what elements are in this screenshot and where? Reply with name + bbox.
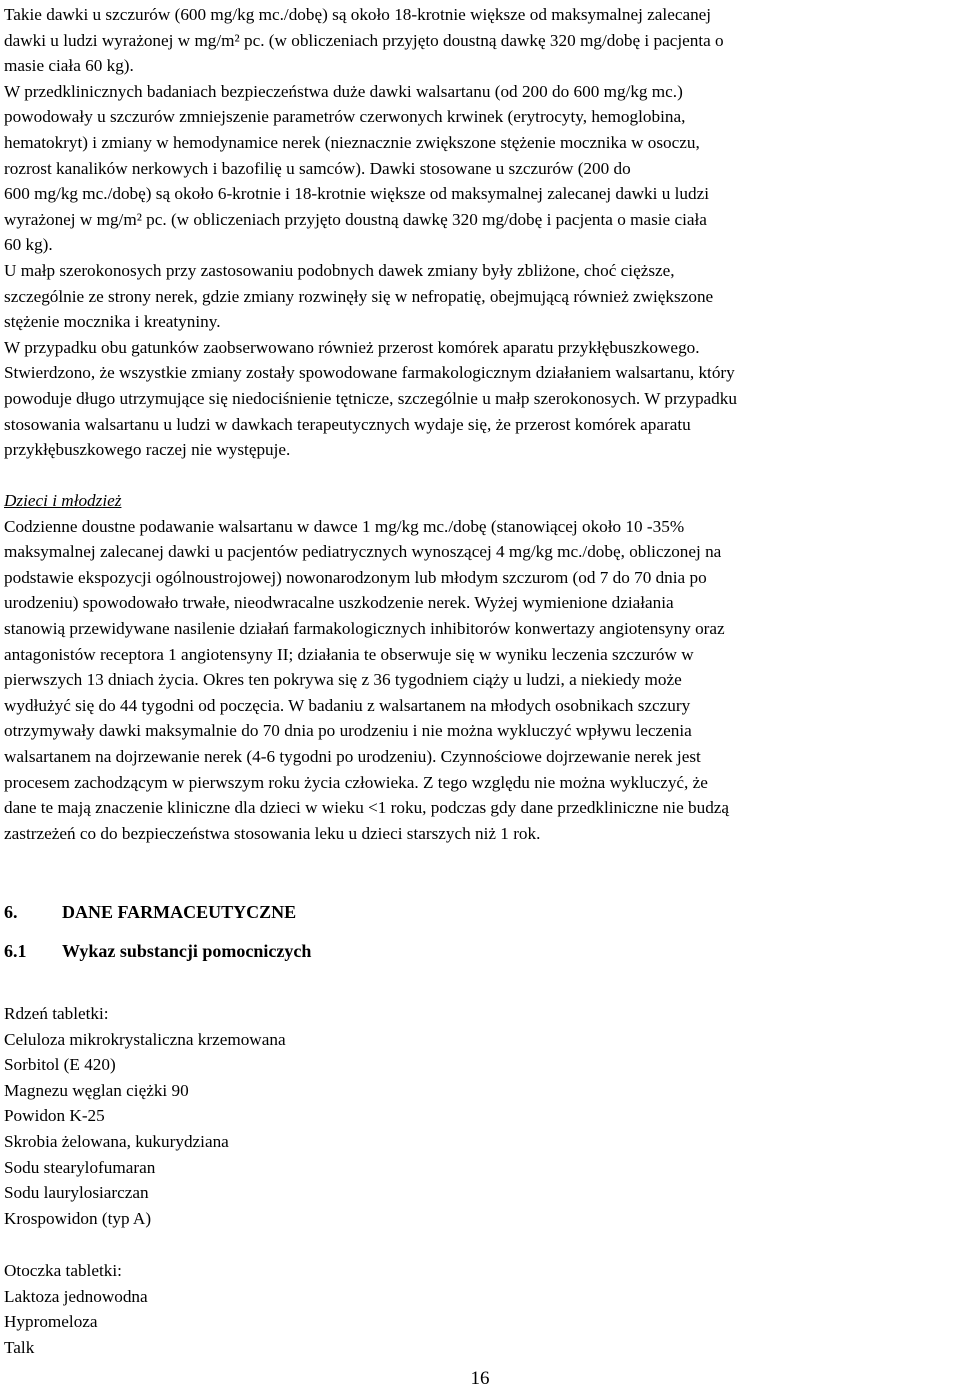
list-item: Powidon K-25 <box>4 1106 105 1126</box>
coating-excipients <box>4 1258 956 1360</box>
text-line: 600 mg/kg mc./dobę) są około 6-krotnie i 18-krotnie większe od maksymalnej zalecanej dawki u ludzi <box>4 184 709 204</box>
text-line: W przedklinicznych badaniach bezpieczeństwa duże dawki walsartanu (od 200 do 600 mg/kg mc.) <box>4 81 683 101</box>
core-excipients <box>4 1001 956 1231</box>
text-line: zastrzeżeń co do bezpieczeństwa stosowania leku u dzieci starszych niż 1 rok. <box>4 823 541 843</box>
text-line: wydłużyć się do 44 tygodni od poczęcia. W badaniu z walsartanem na młodych osobnikach szczury <box>4 695 691 715</box>
text-line: Takie dawki u szczurów (600 mg/kg mc./dobę) są około 18-krotnie większe od maksymalnej zalecanej <box>4 5 712 24</box>
text-line: podstawie ekspozycji ogólnoustrojowej) nowonarodzonym lub młodym szczurom (od 7 do 70 dnia po <box>4 567 707 587</box>
text-line: dawki u ludzi wyrażonej w mg/m² pc. (w obliczeniach przyjęto doustną dawkę 320 mg/dobę i pacjenta o <box>4 30 724 50</box>
list-item: Magnezu węglan ciężki 90 <box>4 1080 189 1100</box>
text-line: masie ciała 60 kg). <box>4 56 134 76</box>
text-line: pierwszych 13 dniach życia. Okres ten pokrywa się z 36 tygodniem ciąży u ludzi, a niekiedy może <box>4 670 682 690</box>
section-headings <box>4 900 956 964</box>
page-number: 16 <box>470 1368 490 1389</box>
text-line: W przypadku obu gatunków zaobserwowano również przerost komórek aparatu przykłębuszkowego. <box>4 337 700 357</box>
text-line: powoduje długo utrzymujące się niedociśnienie tętnicze, szczególnie u małp szerokonosych. W przypadku <box>4 388 737 408</box>
text-line: walsartanem na dojrzewanie nerek (4-6 tygodni po urodzeniu). Czynnościowe dojrzewanie nerek jest <box>4 746 701 766</box>
text-line: dane te mają znaczenie kliniczne dla dzieci w wieku <1 roku, podczas gdy dane przedkliniczne nie budzą <box>4 798 730 818</box>
list-item: Laktoza jednowodna <box>4 1286 148 1306</box>
coating-label: Otoczka tabletki: <box>4 1261 122 1280</box>
section-number: 6. <box>4 902 18 922</box>
text-line: stosowania walsartanu u ludzi w dawkach terapeutycznych wydaje się, że przerost komórek aparatu <box>4 414 691 434</box>
list-item: Sodu stearylofumaran <box>4 1157 156 1177</box>
section-6-heading <box>4 900 956 926</box>
section-title: Wykaz substancji pomocniczych <box>62 940 312 961</box>
text-line: powodowały u szczurów zmniejszenie parametrów czerwonych krwinek (erytrocyty, hemoglobina, <box>4 107 686 127</box>
section-6-1-heading <box>4 939 956 965</box>
text-line: Codzienne doustne podawanie walsartanu w dawce 1 mg/kg mc./dobę (stanowiącej około 10 -35% <box>4 516 685 536</box>
text-line: U małp szerokonosych przy zastosowaniu podobnych dawek zmiany były zbliżone, choć cięższe, <box>4 260 675 280</box>
text-line: maksymalnej zalecanej dawki u pacjentów pediatrycznych wynoszącej 4 mg/kg mc./dobę, obliczonej na <box>4 542 722 562</box>
text-line: 60 kg). <box>4 235 53 255</box>
nonclinical-safety-text <box>4 2 956 463</box>
text-line: stężenie mocznika i kreatyniny. <box>4 312 221 332</box>
list-item: Celuloza mikrokrystaliczna krzemowana <box>4 1029 286 1049</box>
subsection-heading: Dzieci i młodzież <box>4 491 122 510</box>
text-line: szczególnie ze strony nerek, gdzie zmiany rozwinęły się w nefropatię, obejmującą również zwiększone <box>4 286 714 306</box>
text-line: rozrost kanalików nerkowych i bazofilię u samców). Dawki stosowane u szczurów (200 do <box>4 158 631 178</box>
text-line: wyrażonej w mg/m² pc. (w obliczeniach przyjęto doustną dawkę 320 mg/dobę i pacjenta o masie ciała <box>4 209 707 229</box>
core-label: Rdzeń tabletki: <box>4 1004 109 1023</box>
text-line: procesem zachodzącym w pierwszym roku życia człowieka. Z tego względu nie można wykluczyć, że <box>4 772 708 792</box>
list-item: Sorbitol (E 420) <box>4 1055 116 1075</box>
section-title: DANE FARMACEUTYCZNE <box>62 902 297 922</box>
text-line: otrzymywały dawki maksymalnie do 70 dnia po urodzeniu i nie można wykluczyć wpływu leczenia <box>4 721 692 741</box>
list-item: Sodu laurylosiarczan <box>4 1183 149 1203</box>
text-line: hematokryt) i zmiany w hemodynamice nerek (nieznacznie zwiększone stężenie mocznika w osoczu, <box>4 132 700 152</box>
text-line: urodzeniu) spowodowało trwałe, nieodwracalne uszkodzenie nerek. Wyżej wymienione działania <box>4 593 674 613</box>
text-line: antagonistów receptora 1 angiotensyny II; działania te obserwuje się w wyniku leczenia szczurów w <box>4 644 694 664</box>
list-item: Skrobia żelowana, kukurydziana <box>4 1131 229 1151</box>
list-item: Krospowidon (typ A) <box>4 1208 152 1228</box>
text-line: Stwierdzono, że wszystkie zmiany zostały spowodowane farmakologicznym działaniem walsartanu, który <box>4 363 735 383</box>
text-line: przykłębuszkowego raczej nie występuje. <box>4 440 291 460</box>
section-number: 6.1 <box>4 940 27 961</box>
pediatric-section <box>4 488 956 846</box>
text-line: stanowią przewidywane nasilenie działań farmakologicznych inhibitorów konwertazy angiotensyny oraz <box>4 618 725 638</box>
list-item: Talk <box>4 1337 35 1357</box>
list-item: Hypromeloza <box>4 1312 98 1332</box>
